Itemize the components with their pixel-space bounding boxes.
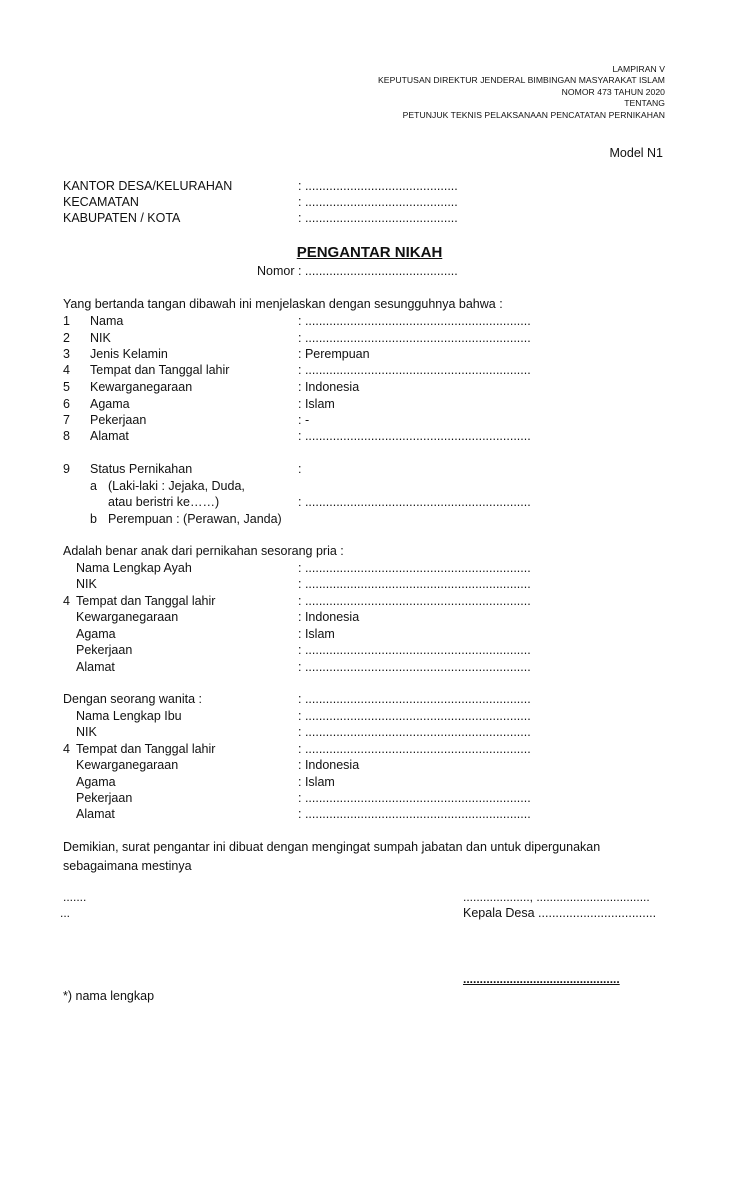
field-label: NIK xyxy=(76,577,97,591)
field-value: : ............................................ xyxy=(298,211,458,225)
field-label: Nama Lengkap Ayah xyxy=(76,561,192,575)
signatory-role: Kepala Desa .................................. xyxy=(463,906,657,920)
header-line: TENTANG xyxy=(624,98,665,109)
field-label: Kewarganegaraan xyxy=(90,380,193,394)
field-value: : ................................................................. xyxy=(298,807,531,821)
left-dots: ....... xyxy=(63,890,87,904)
field-label: NIK xyxy=(76,725,97,739)
field-label: Tempat dan Tanggal lahir xyxy=(90,363,230,377)
row-number: 3 xyxy=(63,347,70,361)
field-label: Alamat xyxy=(76,807,115,821)
mother-intro: Dengan seorang wanita : xyxy=(63,692,202,706)
field-value: : ................................................................. xyxy=(298,331,531,345)
field-label: Status Pernikahan xyxy=(90,462,193,476)
field-label: Tempat dan Tanggal lahir xyxy=(76,742,216,756)
field-label: Jenis Kelamin xyxy=(90,347,168,361)
left-dots: ... xyxy=(60,906,71,920)
row-number: 4 xyxy=(63,742,70,756)
field-value: : ................................................................. xyxy=(298,660,531,674)
field-value: : ................................................................. xyxy=(298,709,531,723)
document-header xyxy=(378,64,665,121)
field-label: Pekerjaan xyxy=(76,643,133,657)
intro-text: Yang bertanda tangan dibawah ini menjelaskan dengan sesungguhnya bahwa : xyxy=(63,297,503,311)
header-line: KEPUTUSAN DIREKTUR JENDERAL BIMBINGAN MASYARAKAT ISLAM xyxy=(378,75,665,86)
field-value: : ................................................................. xyxy=(298,314,531,328)
field-value: : - xyxy=(298,413,310,427)
field-value: : ................................................................. xyxy=(298,643,531,657)
model-label: Model N1 xyxy=(609,146,663,160)
field-label: Kewarganegaraan xyxy=(76,610,179,624)
field-label: NIK xyxy=(90,331,111,345)
field-label: Nama xyxy=(90,314,124,328)
field-label: Alamat xyxy=(90,429,129,443)
field-label: KECAMATAN xyxy=(63,195,139,209)
field-value: : ............................................ xyxy=(298,195,458,209)
field-value: : ................................................................. xyxy=(298,363,531,377)
field-value: : ................................................................. xyxy=(298,429,531,443)
field-label: Pekerjaan xyxy=(90,413,147,427)
field-value: : ................................................................. xyxy=(298,791,531,805)
field-value: : ................................................................. xyxy=(298,577,531,591)
row-number: 8 xyxy=(63,429,70,443)
field-value: : ................................................................. xyxy=(298,561,531,575)
header-line: LAMPIRAN V xyxy=(612,64,665,74)
field-value: : ................................................................. xyxy=(298,692,531,706)
signatory-name-line: ............................................... xyxy=(463,972,620,986)
document-title: PENGANTAR NIKAH xyxy=(296,244,443,261)
row-number: 5 xyxy=(63,380,70,394)
field-label: Kewarganegaraan xyxy=(76,758,179,772)
option-letter: b xyxy=(90,512,97,526)
row-number: 2 xyxy=(63,331,70,345)
field-value: : Islam xyxy=(298,397,335,411)
field-value: : Perempuan xyxy=(298,347,370,361)
nomor-line: Nomor : ............................................ xyxy=(257,264,458,278)
option-letter: a xyxy=(90,479,97,493)
row-number: 1 xyxy=(63,314,70,328)
row-number: 7 xyxy=(63,413,70,427)
field-value: : xyxy=(298,462,302,476)
closing-paragraph: Demikian, surat pengantar ini dibuat dengan mengingat sumpah jabatan dan untuk dipergunakan sebagaimana mestinya xyxy=(63,840,601,873)
field-value: : Indonesia xyxy=(298,758,360,772)
place-date-line: ...................., .................................. xyxy=(463,890,650,904)
option-text: (Laki-laki : Jejaka, Duda, xyxy=(108,479,245,493)
row-number: 6 xyxy=(63,397,70,411)
field-label: Agama xyxy=(76,627,116,641)
field-label: Agama xyxy=(90,397,130,411)
field-value: : ................................................................. xyxy=(298,725,531,739)
footnote: *) nama lengkap xyxy=(63,989,155,1003)
header-line: NOMOR 473 TAHUN 2020 xyxy=(561,86,665,97)
field-label: Nama Lengkap Ibu xyxy=(76,709,182,723)
field-value: : Islam xyxy=(298,775,335,789)
field-value: : ............................................ xyxy=(298,179,458,193)
row-number: 4 xyxy=(63,363,70,377)
field-value: : ................................................................. xyxy=(298,742,531,756)
option-text: Perempuan : (Perawan, Janda) xyxy=(108,512,282,526)
field-label: Tempat dan Tanggal lahir xyxy=(76,594,216,608)
field-label: Alamat xyxy=(76,660,115,674)
field-value: : Islam xyxy=(298,627,335,641)
row-number: 9 xyxy=(63,462,70,476)
field-label: KABUPATEN / KOTA xyxy=(63,211,181,225)
field-value: : ................................................................. xyxy=(298,594,531,608)
field-value: : Indonesia xyxy=(298,380,360,394)
option-text: atau beristri ke……) xyxy=(108,495,220,509)
field-label: Pekerjaan xyxy=(76,791,133,805)
father-intro: Adalah benar anak dari pernikahan sesorang pria : xyxy=(63,544,344,558)
field-value: : ................................................................. xyxy=(298,495,531,509)
field-value: : Indonesia xyxy=(298,610,360,624)
field-label: KANTOR DESA/KELURAHAN xyxy=(63,179,233,193)
field-label: Agama xyxy=(76,775,116,789)
row-number: 4 xyxy=(63,594,70,608)
header-line: PETUNJUK TEKNIS PELAKSANAAN PENCATATAN PERNIKAHAN xyxy=(402,109,665,120)
